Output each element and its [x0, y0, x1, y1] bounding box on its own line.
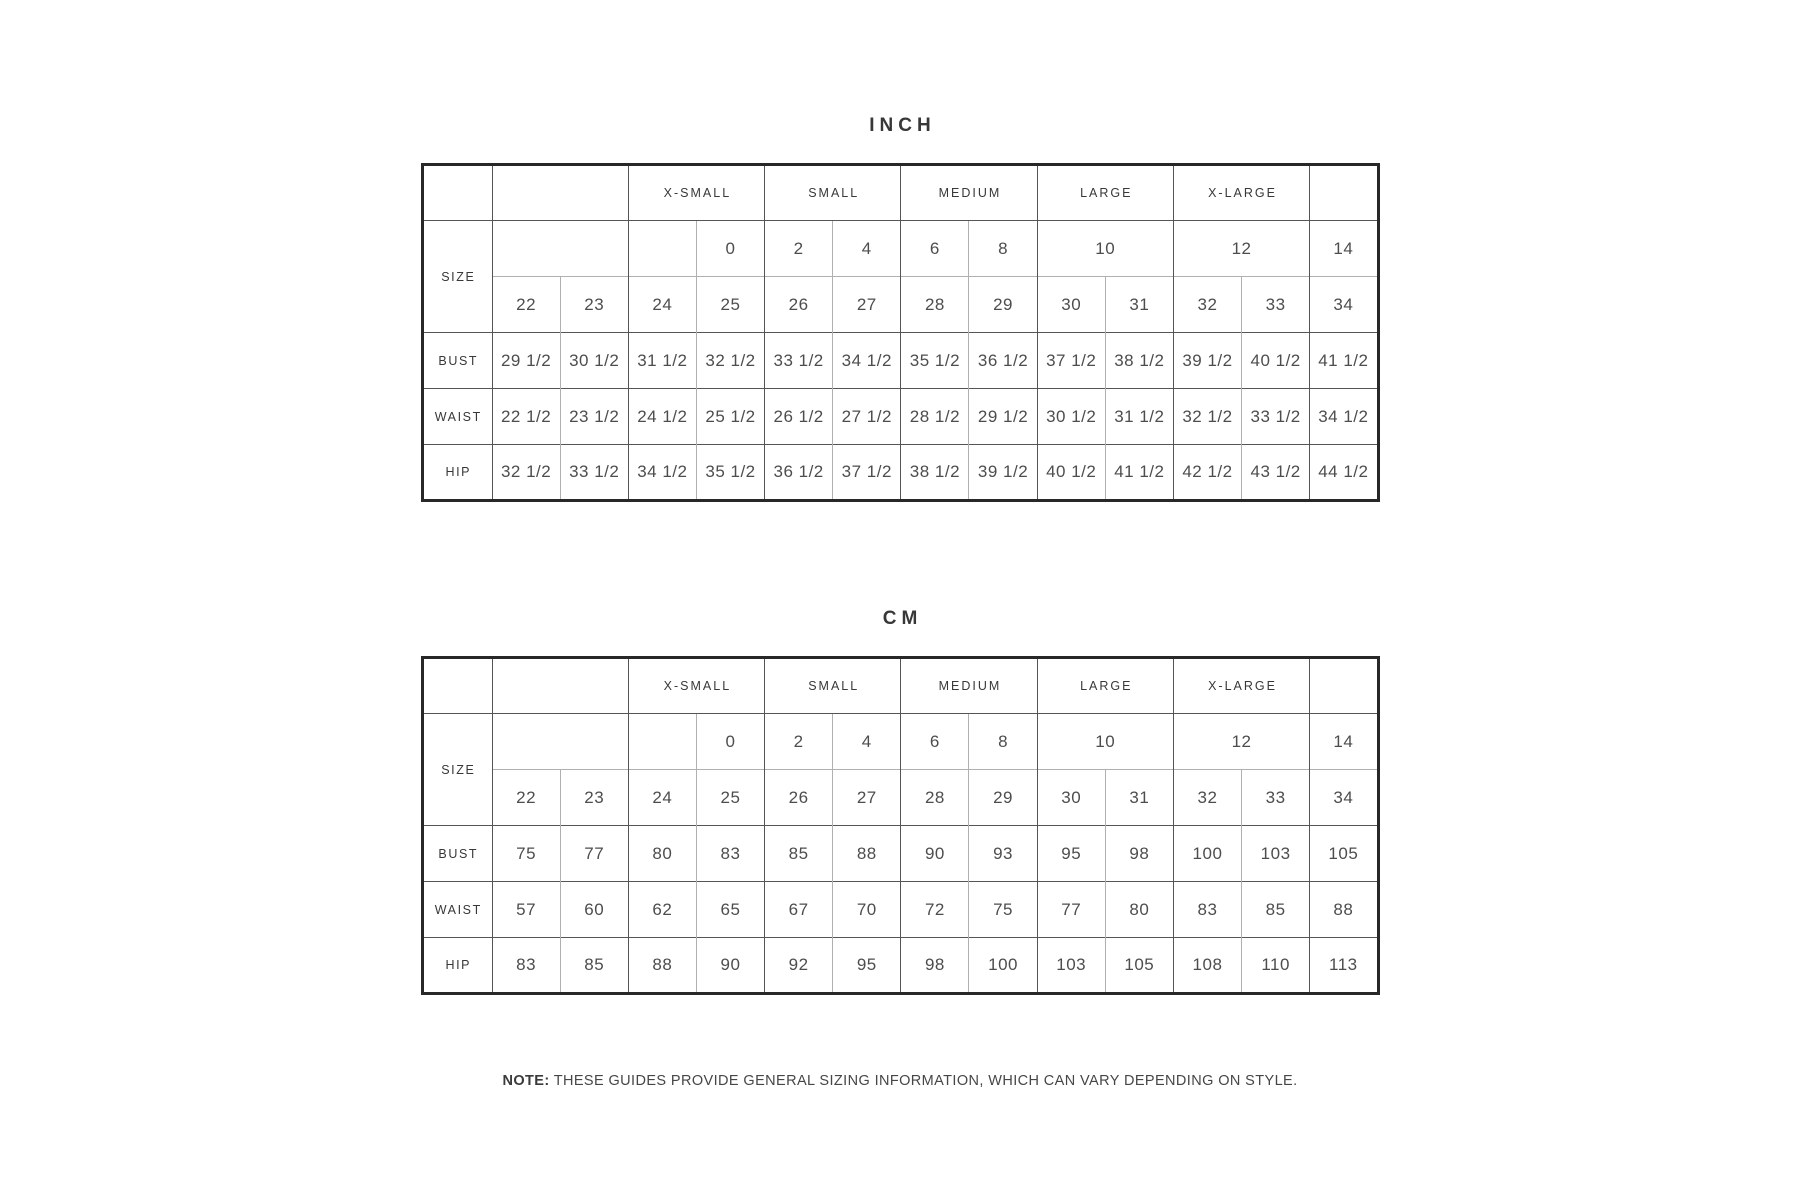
- numeric-size-cell: 14: [1310, 714, 1378, 770]
- bust-value-cell: 35 1/2: [901, 333, 969, 389]
- numeric-size-cell: 2: [765, 714, 833, 770]
- bust-value-cell: 103: [1242, 826, 1310, 882]
- waist-value-cell: 22 1/2: [492, 389, 560, 445]
- size-number-cell: 26: [765, 277, 833, 333]
- empty-cell: [492, 714, 628, 770]
- inch-waist-row: [422, 389, 1378, 445]
- group-header-small: SMALL: [765, 658, 901, 714]
- group-header-x-small: X-SMALL: [628, 658, 764, 714]
- numeric-size-cell: 6: [901, 221, 969, 277]
- hip-value-cell: 42 1/2: [1173, 445, 1241, 501]
- empty-cell: [628, 714, 696, 770]
- size-number-cell: 24: [628, 770, 696, 826]
- size-number-cell: 27: [833, 277, 901, 333]
- bust-value-cell: 40 1/2: [1242, 333, 1310, 389]
- empty-cell: [492, 165, 628, 221]
- size-number-cell: 34: [1310, 770, 1378, 826]
- bust-value-cell: 83: [696, 826, 764, 882]
- hip-value-cell: 32 1/2: [492, 445, 560, 501]
- hip-value-cell: 85: [560, 938, 628, 994]
- inch-numeric-size-row: [422, 221, 1378, 277]
- waist-value-cell: 77: [1037, 882, 1105, 938]
- waist-value-cell: 32 1/2: [1173, 389, 1241, 445]
- cm-waist-row: [422, 882, 1378, 938]
- size-number-cell: 31: [1105, 277, 1173, 333]
- empty-cell: [422, 658, 492, 714]
- numeric-size-cell: 12: [1173, 714, 1309, 770]
- content-column: [421, 0, 1380, 1089]
- empty-cell: [1310, 658, 1378, 714]
- bust-value-cell: 29 1/2: [492, 333, 560, 389]
- size-row-label: SIZE: [422, 714, 492, 826]
- hip-value-cell: 38 1/2: [901, 445, 969, 501]
- inch-group-row: [422, 165, 1378, 221]
- bust-value-cell: 85: [765, 826, 833, 882]
- bust-value-cell: 41 1/2: [1310, 333, 1378, 389]
- waist-value-cell: 85: [1242, 882, 1310, 938]
- group-header-x-small: X-SMALL: [628, 165, 764, 221]
- bust-value-cell: 100: [1173, 826, 1241, 882]
- size-number-cell: 22: [492, 770, 560, 826]
- hip-value-cell: 41 1/2: [1105, 445, 1173, 501]
- bust-value-cell: 105: [1310, 826, 1378, 882]
- group-header-large: LARGE: [1037, 658, 1173, 714]
- size-number-cell: 23: [560, 770, 628, 826]
- empty-cell: [492, 221, 628, 277]
- hip-value-cell: 100: [969, 938, 1037, 994]
- numeric-size-cell: 12: [1173, 221, 1309, 277]
- numeric-size-cell: 10: [1037, 221, 1173, 277]
- waist-value-cell: 88: [1310, 882, 1378, 938]
- hip-value-cell: 103: [1037, 938, 1105, 994]
- bust-value-cell: 39 1/2: [1173, 333, 1241, 389]
- bust-value-cell: 31 1/2: [628, 333, 696, 389]
- inch-title: INCH: [869, 115, 936, 136]
- hip-value-cell: 44 1/2: [1310, 445, 1378, 501]
- numeric-size-cell: 0: [696, 221, 764, 277]
- cm-bust-row: [422, 826, 1378, 882]
- cm-size-row: [422, 770, 1378, 826]
- hip-value-cell: 34 1/2: [628, 445, 696, 501]
- inch-size-table: [421, 163, 1380, 502]
- waist-row-label: WAIST: [422, 389, 492, 445]
- bust-value-cell: 80: [628, 826, 696, 882]
- waist-value-cell: 80: [1105, 882, 1173, 938]
- group-header-x-large: X-LARGE: [1173, 658, 1309, 714]
- bust-value-cell: 90: [901, 826, 969, 882]
- waist-value-cell: 72: [901, 882, 969, 938]
- hip-value-cell: 110: [1242, 938, 1310, 994]
- waist-value-cell: 75: [969, 882, 1037, 938]
- hip-value-cell: 88: [628, 938, 696, 994]
- cm-title: CM: [882, 608, 923, 629]
- size-number-cell: 25: [696, 277, 764, 333]
- waist-value-cell: 83: [1173, 882, 1241, 938]
- waist-value-cell: 30 1/2: [1037, 389, 1105, 445]
- size-number-cell: 34: [1310, 277, 1378, 333]
- waist-value-cell: 62: [628, 882, 696, 938]
- bust-row-label: BUST: [422, 333, 492, 389]
- empty-cell: [1310, 165, 1378, 221]
- waist-value-cell: 57: [492, 882, 560, 938]
- size-number-cell: 33: [1242, 770, 1310, 826]
- numeric-size-cell: 8: [969, 714, 1037, 770]
- cm-hip-row: [422, 938, 1378, 994]
- waist-value-cell: 67: [765, 882, 833, 938]
- waist-value-cell: 65: [696, 882, 764, 938]
- numeric-size-cell: 14: [1310, 221, 1378, 277]
- waist-value-cell: 29 1/2: [969, 389, 1037, 445]
- group-header-large: LARGE: [1037, 165, 1173, 221]
- hip-value-cell: 33 1/2: [560, 445, 628, 501]
- size-number-cell: 30: [1037, 277, 1105, 333]
- hip-value-cell: 37 1/2: [833, 445, 901, 501]
- hip-value-cell: 113: [1310, 938, 1378, 994]
- waist-value-cell: 33 1/2: [1242, 389, 1310, 445]
- bust-value-cell: 30 1/2: [560, 333, 628, 389]
- size-number-cell: 32: [1173, 277, 1241, 333]
- hip-value-cell: 108: [1173, 938, 1241, 994]
- numeric-size-cell: 10: [1037, 714, 1173, 770]
- size-number-cell: 33: [1242, 277, 1310, 333]
- hip-value-cell: 98: [901, 938, 969, 994]
- size-number-cell: 31: [1105, 770, 1173, 826]
- size-number-cell: 22: [492, 277, 560, 333]
- inch-bust-row: [422, 333, 1378, 389]
- bust-value-cell: 34 1/2: [833, 333, 901, 389]
- group-header-medium: MEDIUM: [901, 165, 1037, 221]
- note-label: NOTE:: [502, 1073, 550, 1089]
- sizing-note: [421, 1073, 1380, 1089]
- hip-value-cell: 92: [765, 938, 833, 994]
- size-number-cell: 28: [901, 770, 969, 826]
- bust-value-cell: 98: [1105, 826, 1173, 882]
- hip-value-cell: 39 1/2: [969, 445, 1037, 501]
- empty-cell: [628, 221, 696, 277]
- bust-value-cell: 95: [1037, 826, 1105, 882]
- bust-value-cell: 88: [833, 826, 901, 882]
- cm-group-row: [422, 658, 1378, 714]
- bust-value-cell: 32 1/2: [696, 333, 764, 389]
- bust-row-label: BUST: [422, 826, 492, 882]
- waist-value-cell: 34 1/2: [1310, 389, 1378, 445]
- bust-value-cell: 37 1/2: [1037, 333, 1105, 389]
- bust-value-cell: 36 1/2: [969, 333, 1037, 389]
- hip-value-cell: 40 1/2: [1037, 445, 1105, 501]
- group-header-small: SMALL: [765, 165, 901, 221]
- numeric-size-cell: 0: [696, 714, 764, 770]
- size-number-cell: 25: [696, 770, 764, 826]
- numeric-size-cell: 6: [901, 714, 969, 770]
- waist-value-cell: 28 1/2: [901, 389, 969, 445]
- bust-value-cell: 75: [492, 826, 560, 882]
- size-number-cell: 32: [1173, 770, 1241, 826]
- empty-cell: [492, 658, 628, 714]
- hip-value-cell: 83: [492, 938, 560, 994]
- size-number-cell: 24: [628, 277, 696, 333]
- waist-value-cell: 60: [560, 882, 628, 938]
- size-number-cell: 27: [833, 770, 901, 826]
- bust-value-cell: 38 1/2: [1105, 333, 1173, 389]
- waist-value-cell: 31 1/2: [1105, 389, 1173, 445]
- numeric-size-cell: 4: [833, 221, 901, 277]
- size-row-label: SIZE: [422, 221, 492, 333]
- hip-value-cell: 35 1/2: [696, 445, 764, 501]
- size-number-cell: 30: [1037, 770, 1105, 826]
- hip-value-cell: 95: [833, 938, 901, 994]
- bust-value-cell: 77: [560, 826, 628, 882]
- size-number-cell: 23: [560, 277, 628, 333]
- inch-size-row: [422, 277, 1378, 333]
- bust-value-cell: 33 1/2: [765, 333, 833, 389]
- cm-size-table: [421, 656, 1380, 995]
- numeric-size-cell: 2: [765, 221, 833, 277]
- waist-value-cell: 27 1/2: [833, 389, 901, 445]
- cm-numeric-size-row: [422, 714, 1378, 770]
- hip-value-cell: 105: [1105, 938, 1173, 994]
- bust-value-cell: 93: [969, 826, 1037, 882]
- waist-value-cell: 23 1/2: [560, 389, 628, 445]
- size-number-cell: 28: [901, 277, 969, 333]
- size-number-cell: 29: [969, 277, 1037, 333]
- hip-value-cell: 36 1/2: [765, 445, 833, 501]
- inch-hip-row: [422, 445, 1378, 501]
- waist-value-cell: 70: [833, 882, 901, 938]
- empty-cell: [422, 165, 492, 221]
- group-header-medium: MEDIUM: [901, 658, 1037, 714]
- waist-value-cell: 24 1/2: [628, 389, 696, 445]
- size-number-cell: 29: [969, 770, 1037, 826]
- waist-value-cell: 25 1/2: [696, 389, 764, 445]
- hip-value-cell: 90: [696, 938, 764, 994]
- waist-value-cell: 26 1/2: [765, 389, 833, 445]
- note-text: THESE GUIDES PROVIDE GENERAL SIZING INFORMATION, WHICH CAN VARY DEPENDING ON STYLE.: [553, 1073, 1298, 1089]
- waist-row-label: WAIST: [422, 882, 492, 938]
- numeric-size-cell: 8: [969, 221, 1037, 277]
- hip-value-cell: 43 1/2: [1242, 445, 1310, 501]
- hip-row-label: HIP: [422, 938, 492, 994]
- hip-row-label: HIP: [422, 445, 492, 501]
- size-number-cell: 26: [765, 770, 833, 826]
- numeric-size-cell: 4: [833, 714, 901, 770]
- group-header-x-large: X-LARGE: [1173, 165, 1309, 221]
